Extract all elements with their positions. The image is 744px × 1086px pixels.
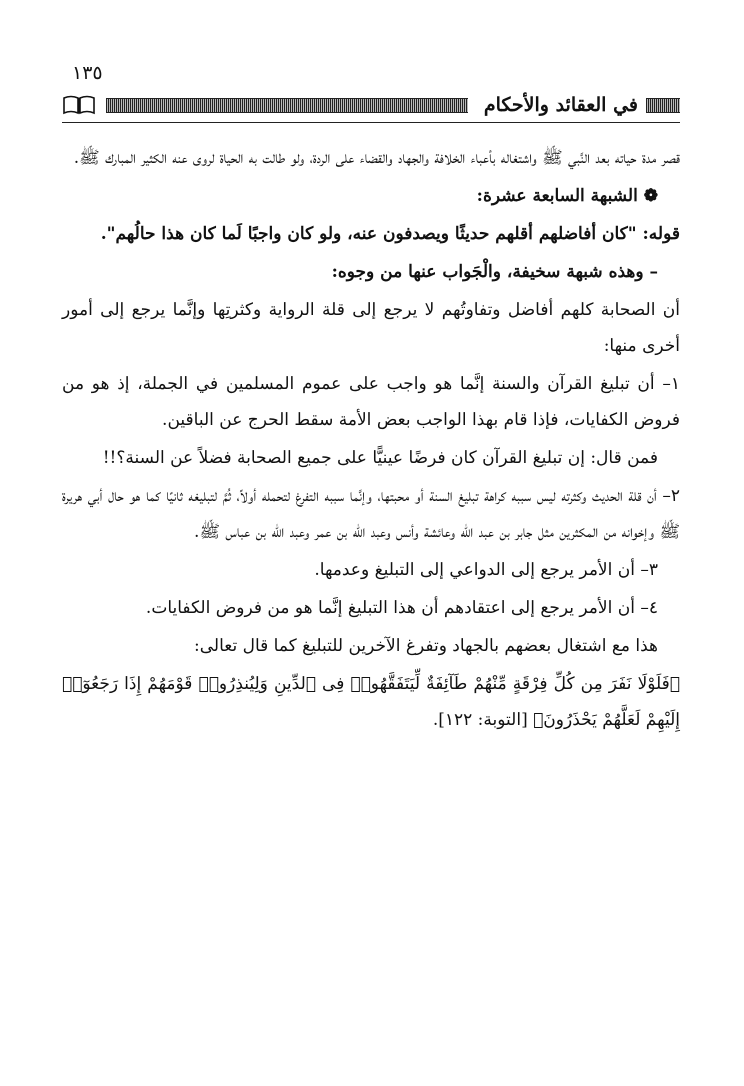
paragraph: أن الصحابة كلهم أفاضل وتفاوتُهم لا يرجع إلى قلة الرواية وكثرتِها وإنَّما يرجع إلى أمور أخرى منها:	[62, 300, 680, 356]
quoted-claim: قوله: "كان أفاضلهم أقلهم حديثًا ويصدفون عنه، ولو كان واجبًا لَما كان هذا حالُهم".	[100, 224, 680, 244]
header-title: في العقائد والأحكام	[483, 94, 638, 116]
quran-verse: ﴿فَلَوْلَا نَفَرَ مِن كُلِّ فِرْقَةٍ مِّنْهُمْ طَآئِفَةٌ لِّيَتَفَقَّهُوا۟ فِى ٱلدِّينِ وَلِيُنذِرُوا۟ قَوْمَهُمْ إِذَا رَجَعُوٓا۟ إِلَيْهِمْ لَعَلَّهُمْ يَحْذَرُونَ﴾ [التوبة: ١٢٢].	[62, 674, 680, 730]
open-book-icon	[62, 94, 98, 116]
list-item: ٤– أن الأمر يرجع إلى اعتقادهم أن هذا التبليغ إنَّما هو من فروض الكفايات.	[145, 598, 658, 618]
list-item: ١– أن تبليغ القرآن والسنة إنَّما هو واجب على عموم المسلمين في الجملة، إذ هو من فروض الكفايات، فإذا قام بهذا الواجب بعض الأمة سقط الحرج عن الباقين.	[62, 374, 680, 430]
paragraph: فمن قال: إن تبليغ القرآن كان فرضًا عينيًّا على جميع الصحابة فضلاً عن السنة؟!!	[102, 448, 658, 468]
page-number: ١٣٥	[72, 62, 103, 84]
header-ornament-right	[646, 98, 680, 113]
list-item: ٢– أن قلة الحديث وكثرته ليس سببه كراهة تبليغ السنة أو محبتها، وإنَّما سببه التفرغ لتحمله أولاً، ثُمَّ لتبليغه ثانيًا كما هو حال أبي هريرة ﷺ وإخوانه من المكثرين مثل جابر بن عبد الله وعائشة وأنس وعبد الله بن عمر وعبد الله بن عباس ﷺ.	[62, 486, 680, 542]
running-header	[62, 90, 680, 120]
body-text	[62, 140, 680, 740]
paragraph: قصر مدة حياته بعد النَّبي ﷺ واشتغاله بأعباء الخلافة والجهاد والقضاء على الردة، ولو طالت به الحياة لروى عنه الكثير المبارك ﷺ.	[73, 148, 680, 168]
paragraph: هذا مع اشتغال بعضهم بالجهاد وتفرغ الآخرين للتبليغ كما قال تعالى:	[194, 636, 658, 656]
section-heading: ❁ الشبهة السابعة عشرة:	[476, 186, 658, 206]
list-item: ٣– أن الأمر يرجع إلى الدواعي إلى التبليغ وعدمها.	[314, 560, 658, 580]
header-rule	[62, 122, 680, 123]
header-ornament-left	[106, 98, 468, 113]
reply-heading: – وهذه شبهة سخيفة، والْجَواب عنها من وجوه:	[331, 262, 658, 282]
